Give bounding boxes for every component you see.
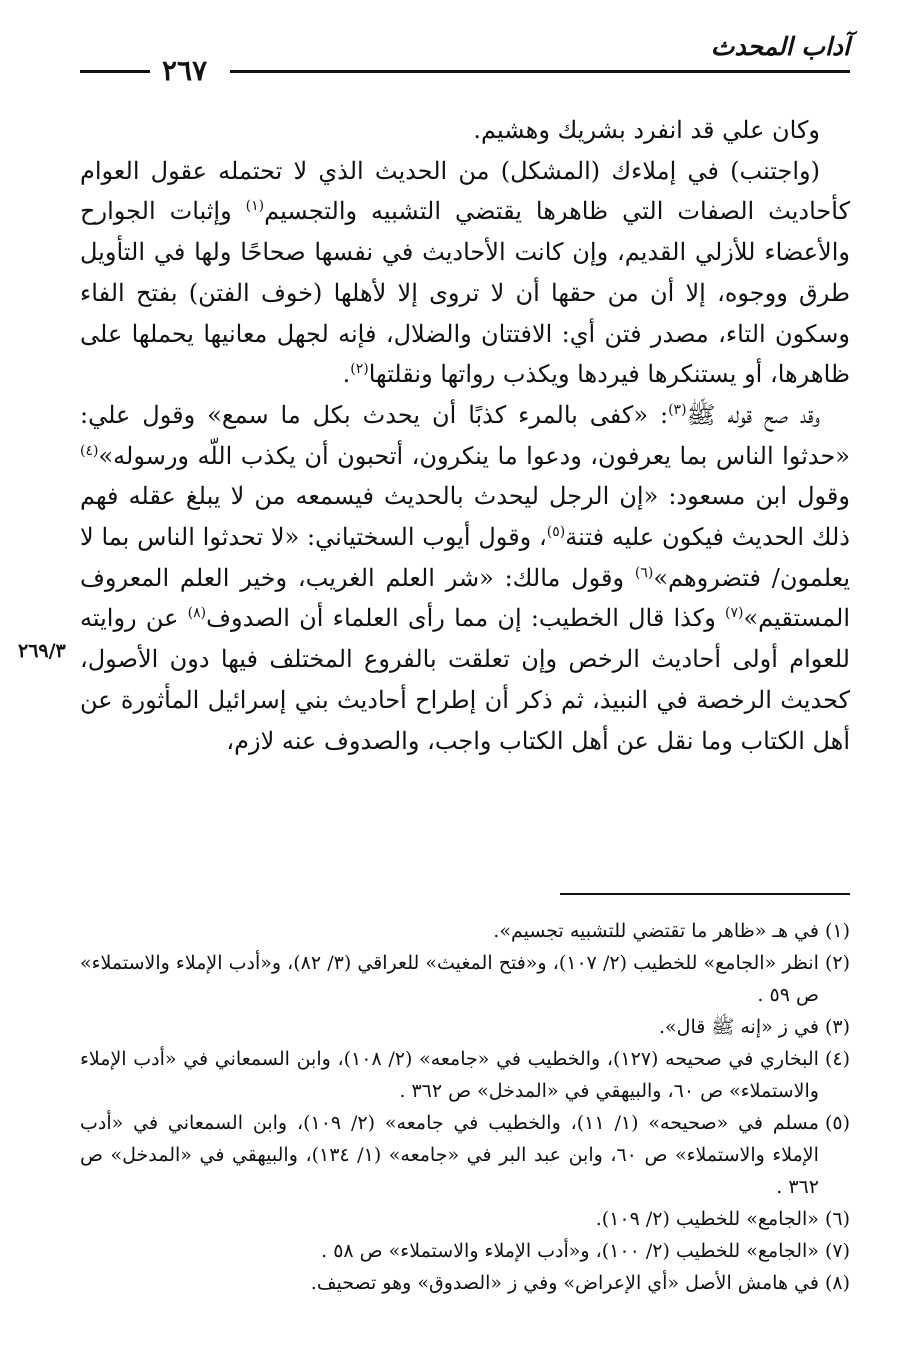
paragraph-1-text: وكان علي قد انفرد بشريك وهشيم. bbox=[473, 116, 820, 144]
footnote-ref[interactable]: (٧) bbox=[725, 605, 744, 622]
paragraph-3-text: عن روايته للعوام أولى أحاديث الرخص وإن تعلقت بالفروع المختلف فيها دون الأصول، كحديث الرخصة في النبيذ، ثم ذكر أن إطراح أحاديث بني إسرائيل المأثورة عن أهل الكتاب وما نقل عن أهل الكتاب واجب، والصدوف عنه لازم، bbox=[80, 604, 850, 755]
paragraph-3 bbox=[80, 395, 850, 761]
footnote-number: (٣) bbox=[824, 1016, 850, 1038]
footnote-ref[interactable]: (١) bbox=[245, 198, 265, 215]
paragraph-3-text: ، وقول أيوب السختياني: «لا تحدثوا الناس بما لا يعلمون/ فتضروهم» bbox=[80, 523, 850, 592]
footnote-text: في هامش الأصل «أي الإعراض» وفي ز «الصدوق» وهو تصحيف. bbox=[310, 1272, 819, 1294]
footnote-4 bbox=[80, 1043, 850, 1107]
footnote-text: انظر «الجامع» للخطيب (٢/ ١٠٧)، و«فتح المغيث» للعراقي (٣/ ٨٢)، و«أدب الإملاء والاستملاء» ص ٥٩ . bbox=[80, 952, 819, 1006]
footnote-8 bbox=[80, 1267, 850, 1299]
footnote-separator bbox=[560, 893, 850, 895]
footnote-ref[interactable]: (٢) bbox=[350, 361, 369, 378]
footnotes bbox=[80, 915, 850, 1299]
page-header bbox=[80, 30, 850, 90]
main-text bbox=[80, 110, 850, 761]
paragraph-1 bbox=[80, 110, 850, 151]
footnote-1 bbox=[80, 915, 850, 947]
footnote-number: (٨) bbox=[824, 1272, 850, 1294]
footnote-text: في ز «إنه ﷺ قال». bbox=[659, 1016, 819, 1038]
margin-note: ٢٦٩/٣ bbox=[18, 640, 66, 662]
footnote-text: «الجامع» للخطيب (٢/ ١٠٩). bbox=[595, 1208, 819, 1230]
footnote-number: (٦) bbox=[824, 1208, 850, 1230]
footnote-ref[interactable]: (٣) bbox=[668, 401, 687, 418]
page-number: ٢٦٧ bbox=[162, 54, 208, 87]
paragraph-2 bbox=[80, 151, 850, 395]
paragraph-3-text: وقد صح قوله ﷺ bbox=[686, 400, 821, 429]
footnote-3 bbox=[80, 1011, 850, 1043]
footnote-number: (١) bbox=[824, 920, 850, 942]
paragraph-2-text: وإثبات الجوارح والأعضاء للأزلي القديم، وإن كانت الأحاديث في نفسها صحاحًا ولها في التأويل طرق ووجوه، إلا أن من حقها أن لا تروى إلا لأهلها (خوف الفتن) بفتح الفاء وسكون التاء، مصدر فتن أي: الافتتان والضلال، فإنه لجهل معانيها يحملها على ظاهرها، أو يستنكرها فيردها ويكذب رواتها ونقلتها bbox=[80, 197, 850, 389]
footnote-ref[interactable]: (٦) bbox=[634, 564, 654, 581]
paragraph-2-text: (واجتنب) في إملاءك (المشكل) من الحديث الذي لا تحتمله عقول العوام كأحاديث الصفات التي ظاهرها يقتضي التشبيه والتجسيم bbox=[80, 156, 850, 226]
paragraph-2-text: . bbox=[342, 360, 351, 389]
footnote-number: (٤) bbox=[824, 1048, 850, 1070]
paragraph-3-text: وقول ابن مسعود: «إن الرجل ليحدث بالحديث فيسمعه من لا يبلغ عقله فهم ذلك الحديث فيكون عليه فتنة bbox=[80, 482, 850, 552]
footnote-text: «الجامع» للخطيب (٢/ ١٠٠)، و«أدب الإملاء والاستملاء» ص ٥٨ . bbox=[321, 1240, 819, 1262]
footnote-text: مسلم في «صحيحه» (١/ ١١)، والخطيب في جامعه» (٢/ ١٠٩)، وابن السمعاني في «أدب الإملاء والاستملاء» ص ٦٠، وابن عبد البر في «جامعه» (١/ ١٣٤)، والبيهقي في «المدخل» ص ٣٦٢ . bbox=[80, 1112, 819, 1198]
footnote-ref[interactable]: (٤) bbox=[80, 442, 99, 459]
footnote-7 bbox=[80, 1235, 850, 1267]
header-rule-right bbox=[230, 70, 850, 73]
paragraph-3-text: وقول مالك: «شر العلم الغريب، وخير العلم المعروف المستقيم» bbox=[80, 563, 851, 633]
footnote-ref[interactable]: (٥) bbox=[546, 524, 566, 541]
footnote-2 bbox=[80, 947, 850, 1011]
footnote-6 bbox=[80, 1203, 850, 1235]
book-title: آداب المحدث bbox=[710, 32, 850, 61]
paragraph-3-text: وكذا قال الخطيب: إن مما رأى العلماء أن الصدوف bbox=[206, 604, 725, 633]
paragraph-3-text: : «كفى بالمرء كذبًا أن يحدث بكل ما سمع» وقول علي: «حدثوا الناس بما يعرفون، ودعوا ما ينكرون، أتحبون أن يكذب اللّه ورسوله» bbox=[80, 400, 850, 470]
header-rule-left bbox=[80, 70, 150, 73]
footnote-number: (٥) bbox=[824, 1112, 850, 1134]
footnote-text: البخاري في صحيحه (١٢٧)، والخطيب في «جامعه» (٢/ ١٠٨)، وابن السمعاني في «أدب الإملاء والاستملاء» ص ٦٠، والبيهقي في «المدخل» ص ٣٦٢ . bbox=[80, 1048, 819, 1102]
footnote-5 bbox=[80, 1107, 850, 1203]
footnote-number: (٧) bbox=[824, 1240, 850, 1262]
footnote-ref[interactable]: (٨) bbox=[187, 605, 207, 622]
footnote-text: في هـ «ظاهر ما تقتضي للتشبيه تجسيم». bbox=[493, 920, 819, 942]
footnote-number: (٢) bbox=[824, 952, 850, 974]
